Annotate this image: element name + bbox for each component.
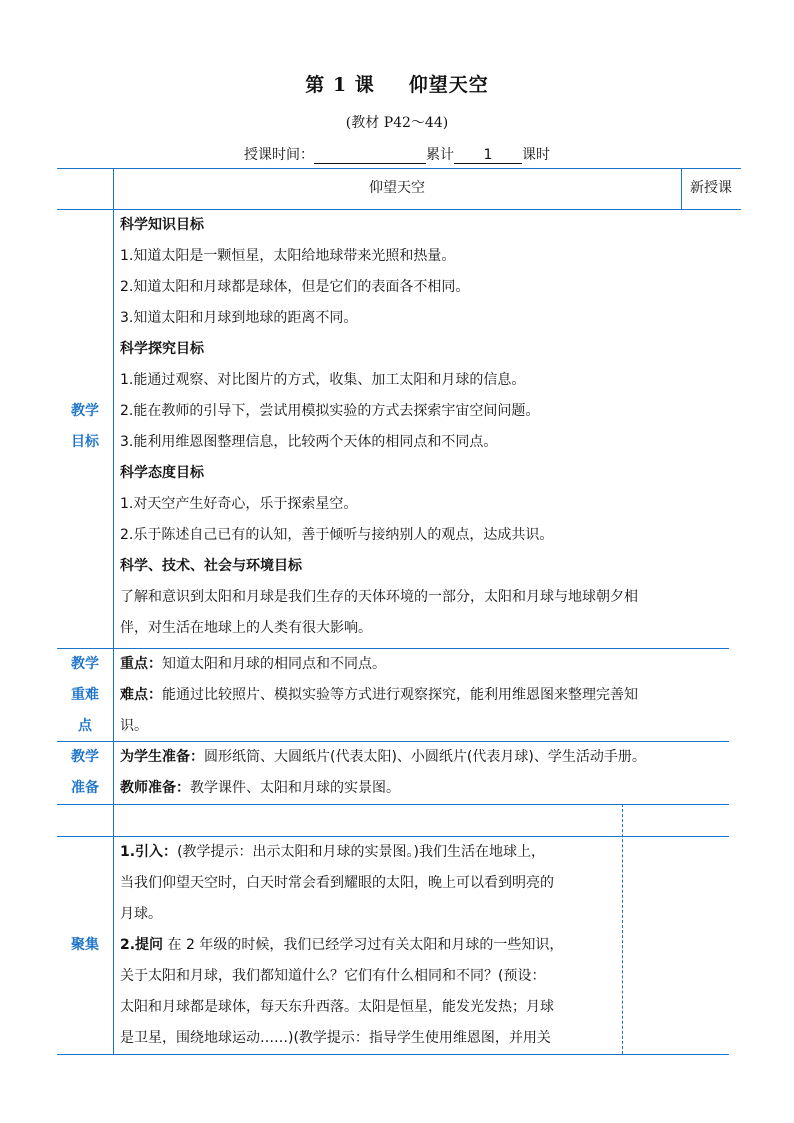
key-points-label xyxy=(57,649,113,742)
period-label: 课时 xyxy=(522,147,550,163)
knowledge-heading: 科学知识目标 xyxy=(120,217,204,233)
difficult-point-line xyxy=(120,680,730,711)
objective-item: 2.知道太阳和月球都是球体，但是它们的表面各不相同。 xyxy=(120,279,470,295)
difficult-text: 能通过比较照片、模拟实验等方式进行观察探究，能利用维恩图来整理完善知 xyxy=(162,687,638,703)
focus-line: 当我们仰望天空时，白天时常会看到耀眼的太阳，晚上可以看到明亮的 xyxy=(120,875,554,891)
row-line xyxy=(57,1054,729,1055)
label-line: 重难 xyxy=(71,687,99,703)
preparation-content xyxy=(120,742,730,804)
lesson-title xyxy=(0,70,794,97)
focus-line: 月球。 xyxy=(120,906,162,922)
focus-line xyxy=(120,930,620,961)
key-label: 重点： xyxy=(120,656,162,672)
inquiry-heading: 科学探究目标 xyxy=(120,341,204,357)
difficult-point-line: 识。 xyxy=(120,718,148,734)
student-prep-label: 为学生准备： xyxy=(120,749,204,765)
objective-item: 伴，对生活在地球上的人类有很大影响。 xyxy=(120,620,372,636)
student-prep-line xyxy=(120,742,730,773)
objective-item: 了解和意识到太阳和月球是我们生存的天体环境的一部分，太阳和月球与地球朝夕相 xyxy=(120,589,638,605)
ask-text: 在 2 年级的时候，我们已经学习过有关太阳和月球的一些知识， xyxy=(163,937,564,953)
objective-item: 1.知道太阳是一颗恒星，太阳给地球带来光照和热量。 xyxy=(120,248,456,264)
lesson-name: 仰望天空 xyxy=(408,74,489,96)
focus-line xyxy=(120,837,620,868)
label-line: 教学 xyxy=(71,749,99,765)
time-blank xyxy=(314,147,426,164)
lesson-type-cell: 新授课 xyxy=(690,180,732,196)
intro-label: 1.引入： xyxy=(120,844,178,860)
intro-text: (教学提示：出示太阳和月球的实景图。)我们生活在地球上， xyxy=(177,844,545,860)
key-points-content xyxy=(120,649,730,742)
column-line xyxy=(113,168,114,1054)
key-point-line xyxy=(120,649,730,680)
count-value: 1 xyxy=(454,147,522,164)
teacher-prep-label: 教师准备： xyxy=(120,780,190,796)
row-line xyxy=(57,168,741,169)
objective-item: 2.乐于陈述自己已有的认知，善于倾听与接纳别人的观点，达成共识。 xyxy=(120,527,554,543)
focus-content xyxy=(120,837,620,1054)
column-line xyxy=(622,804,623,1054)
objective-item: 1.能通过观察、对比图片的方式，收集、加工太阳和月球的信息。 xyxy=(120,372,526,388)
objective-item: 2.能在教师的引导下，尝试用模拟实验的方式去探索宇宙空间问题。 xyxy=(120,403,540,419)
difficult-label: 难点： xyxy=(120,687,162,703)
schedule-line xyxy=(0,144,794,164)
objectives-content xyxy=(120,210,730,644)
teacher-prep-text: 教学课件、太阳和月球的实景图。 xyxy=(190,780,400,796)
focus-line: 太阳和月球都是球体，每天东升西落。太阳是恒星，能发光发热；月球 xyxy=(120,999,554,1015)
label-line: 教学 xyxy=(71,403,99,419)
label-line: 教学 xyxy=(71,656,99,672)
objective-item: 1.对天空产生好奇心，乐于探索星空。 xyxy=(120,496,358,512)
objective-item: 3.知道太阳和月球到地球的距离不同。 xyxy=(120,310,358,326)
attitude-heading: 科学态度目标 xyxy=(120,465,204,481)
label-line: 准备 xyxy=(71,780,99,796)
ask-label: 2.提问 xyxy=(120,937,164,953)
topic-cell: 仰望天空 xyxy=(369,180,425,196)
student-prep-text: 圆形纸筒、大圆纸片(代表太阳)、小圆纸片(代表月球)、学生活动手册。 xyxy=(204,749,646,765)
teacher-prep-line xyxy=(120,773,730,804)
focus-label: 聚集 xyxy=(71,937,99,953)
row-line xyxy=(57,804,729,805)
label-line: 目标 xyxy=(71,434,99,450)
textbook-reference: (教材 P42～44) xyxy=(345,115,449,131)
focus-line: 是卫星，围绕地球运动……)(教学提示：指导学生使用维恩图，并用关 xyxy=(120,1030,551,1046)
label-line: 点 xyxy=(78,718,92,734)
objective-item: 3.能利用维恩图整理信息，比较两个天体的相同点和不同点。 xyxy=(120,434,498,450)
key-text: 知道太阳和月球的相同点和不同点。 xyxy=(162,656,386,672)
focus-line: 关于太阳和月球，我们都知道什么？它们有什么相同和不同？(预设： xyxy=(120,968,546,984)
lesson-number: 第 1 课 xyxy=(305,74,375,96)
objectives-label xyxy=(57,396,113,458)
preparation-label xyxy=(57,742,113,804)
time-label: 授课时间： xyxy=(244,147,314,163)
sts-heading: 科学、技术、社会与环境目标 xyxy=(120,558,302,574)
count-label: 累计 xyxy=(426,147,454,163)
